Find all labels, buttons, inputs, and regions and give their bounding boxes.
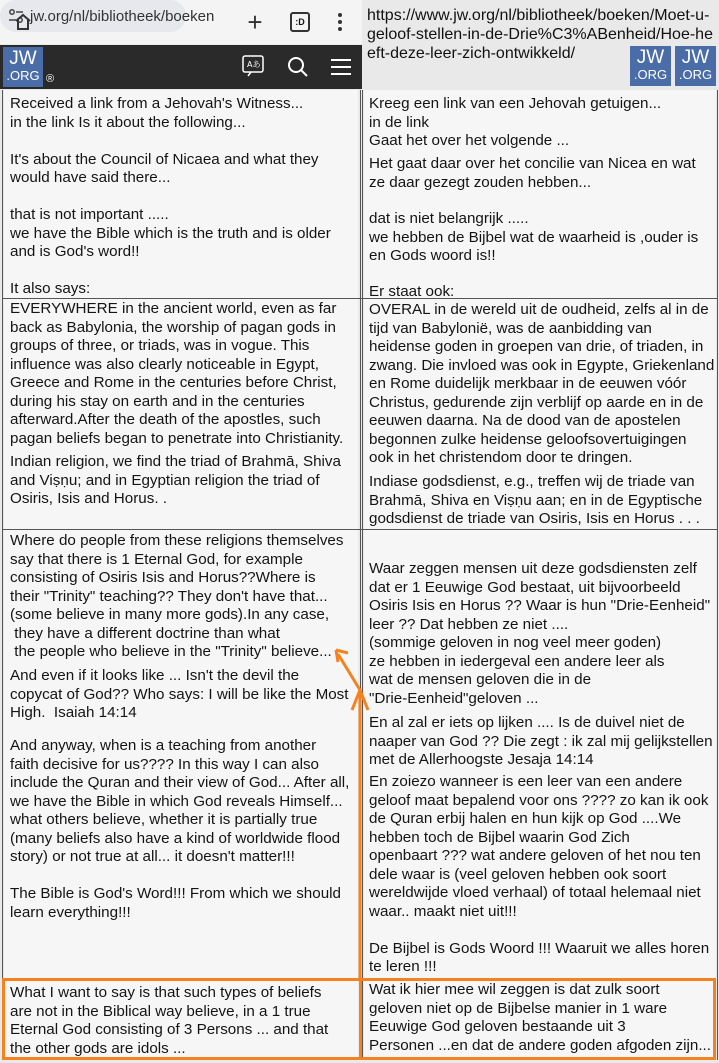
new-tab-icon[interactable]: + [247,6,263,37]
logo-line1: JW [9,48,37,69]
tab-count: :D [290,12,310,32]
url-caption: https://www.jw.org/nl/bibliotheek/boeken/Moet-u-geloof-stellen-in-de-Drie%C3%ABenheid/Hoe-heeft-deze-leer-zich-ontwikkeld/ [367,7,713,62]
jw-logo-right-1 [630,46,671,86]
logo-line2: .ORG [678,67,713,82]
logo-line1: JW [636,47,665,68]
highlight-box-left [2,978,5,1060]
right-also-says-text: Er staat ook: [369,283,455,300]
right-intro-text: Kreeg een link van een Jehovah getuigen... in de link Gaat het over het volgende ... [369,95,662,149]
home-icon[interactable] [8,6,38,38]
highlight-box-middle [359,978,362,1060]
arrow-annotation [330,640,370,980]
language-icon[interactable] [242,55,264,82]
left-intro-text: Received a link from a Jehovah's Witness... in the link Is it about the following... It's about the Council of Nicaea and what they would have said there... that is not important ..... we have the Bible which is the truth and is older and is God's word!! It also says: [10,95,331,297]
left-question-text: Where do people from these religions themselves say that there is 1 Eternal God, for example consisting of Osiris Isis and Horus??Where is their "Trinity" teaching?? They don't have that... (some believe in many more gods).In any case, they have a different doctrine than what the people who believe in the "Trinity" believe... [10,532,344,660]
left-conclusion-text: What I want to say is that such types of beliefs are not in the Biblical way believe, in a 1 true Eternal God consisting of 3 Persons ... and that the other gods are idols ... [10,984,329,1057]
right-question-text: Waar zeggen mensen uit deze godsdiensten zelf dat er 1 Eeuwige God bestaat, uit bijvoorbeeld Osiris Isis en Horus ?? Waar is hun "Drie-Eenheid" leer ?? Dat hebben ze niet .... (sommige geloven in nog veel meer goden) ze hebben in iedergeval een andere leer als wat de mensen geloven die in de "Drie-Eenheid"geloven ... [369,560,711,707]
search-icon[interactable] [287,56,309,83]
highlight-box-right [713,978,716,1060]
divider [2,90,3,1060]
left-quote-text: EVERYWHERE in the ancient world, even as far back as Babylonia, the worship of pagan gods in groups of three, or triads, was in vogue. This influence was also clearly noticeable in Egypt, Greece and Rome in the centuries before Christ, during his stay on earth and in the centuries afterward.After the death of the apostles, such pagan beliefs began to penetrate into Christianity. [10,300,344,447]
site-header [0,45,362,89]
left-bible-text: And anyway, when is a teaching from another faith decisive for us???? In this way I can also include the Quran and their view of God... After all, we have the Bible in which God reveals Himself... what others believe, whether it is partially true (many beliefs also have a kind of worldwide flood story) or not true at all... it doesn't matter!!! The Bible is God's Word!!! From which we should learn everything!!! [10,737,350,921]
url-text: jw.org/nl/bibliotheek/boeken [30,7,215,25]
right-nicea-text: Het gaat daar over het concilie van Nicea en wat ze daar gezegt zouden hebben... [369,155,696,191]
right-conclusion-text: Wat ik hier mee wil zeggen is dat zulk soort geloven niet op de Bijbelse manier in 1 ware Eeuwige God geloven bestaande uit 3 Personen ...en dat de andere goden afgoden zijn... [369,981,711,1054]
menu-icon[interactable] [330,58,352,81]
right-devil-text: En al zal er iets op lijken .... Is de duivel niet de naaper van God ?? Die zegt : ik zal mij gelijkstellen met de Allerhoogste Jesaja 14:14 [369,714,713,768]
tab-switcher-button[interactable] [285,6,315,38]
svg-text:Aあ: Aあ [247,60,261,69]
right-bible-truth-text: dat is niet belangrijk ..... we hebben de Bijbel wat de waarheid is ,ouder is en Gods woord is!! [369,210,699,264]
registered-mark: ® [46,73,55,85]
logo-line1: JW [681,47,710,68]
logo-line2: .ORG [633,67,668,82]
right-triad-text: Indiase godsdienst, e.g., treffen wij de triade van Brahmā, Shiva en Viṣṇu aan; en in de Egyptische godsdienst de triade van Osiris, Isis en Horus . . . [369,473,703,527]
jw-logo[interactable] [3,47,43,87]
jw-logo-right-2 [675,46,716,86]
more-options-icon[interactable] [326,6,354,38]
logo-line2: .ORG [6,68,40,83]
left-triad-text: Indian religion, we find the triad of Brahmā, Shiva and Viṣṇu; and in Egyptian religion the triad of Osiris, Isis and Horus. . [10,453,341,507]
right-bible-text: En zoiezo wanneer is een leer van een andere geloof maat bepalend voor ons ???? zo kan ik ook de Quran erbij halen en hun kijk op God ....We hebben toch de Bijbel waarin God Zich openbaart ??? wat andere geloven of het nou ten dele waar is (veel geloven hebben ook soort wereldwijde vloed verhaal) of totaal helemaal niet waar.. maakt niet uit!!! De Bijbel is Gods Woord !!! Waaruit we alles horen te leren !!! [369,773,710,975]
right-quote-text: OVERAL in de wereld uit de oudheid, zelfs al in de tijd van Babylonië, was de aanbidding van heidense goden in groepen van drie, of triaden, in zwang. Die invloed was ook in Egypte, Griekenland en Rome duidelijk merkbaar in de eeuwen vóór Christus, gedurende zijn verblijf op aarde en in de eeuwen daarna. Na de dood van de apostelen begonnen zulke heidense geloofsovertuigingen ook in het christendom door te dringen. [369,301,715,466]
left-devil-text: And even if it looks like ... Isn't the devil the copycat of God?? Who says: I will be like the Most High. Isaiah 14:14 [10,667,349,721]
divider [2,529,718,530]
browser-toolbar [0,0,362,44]
